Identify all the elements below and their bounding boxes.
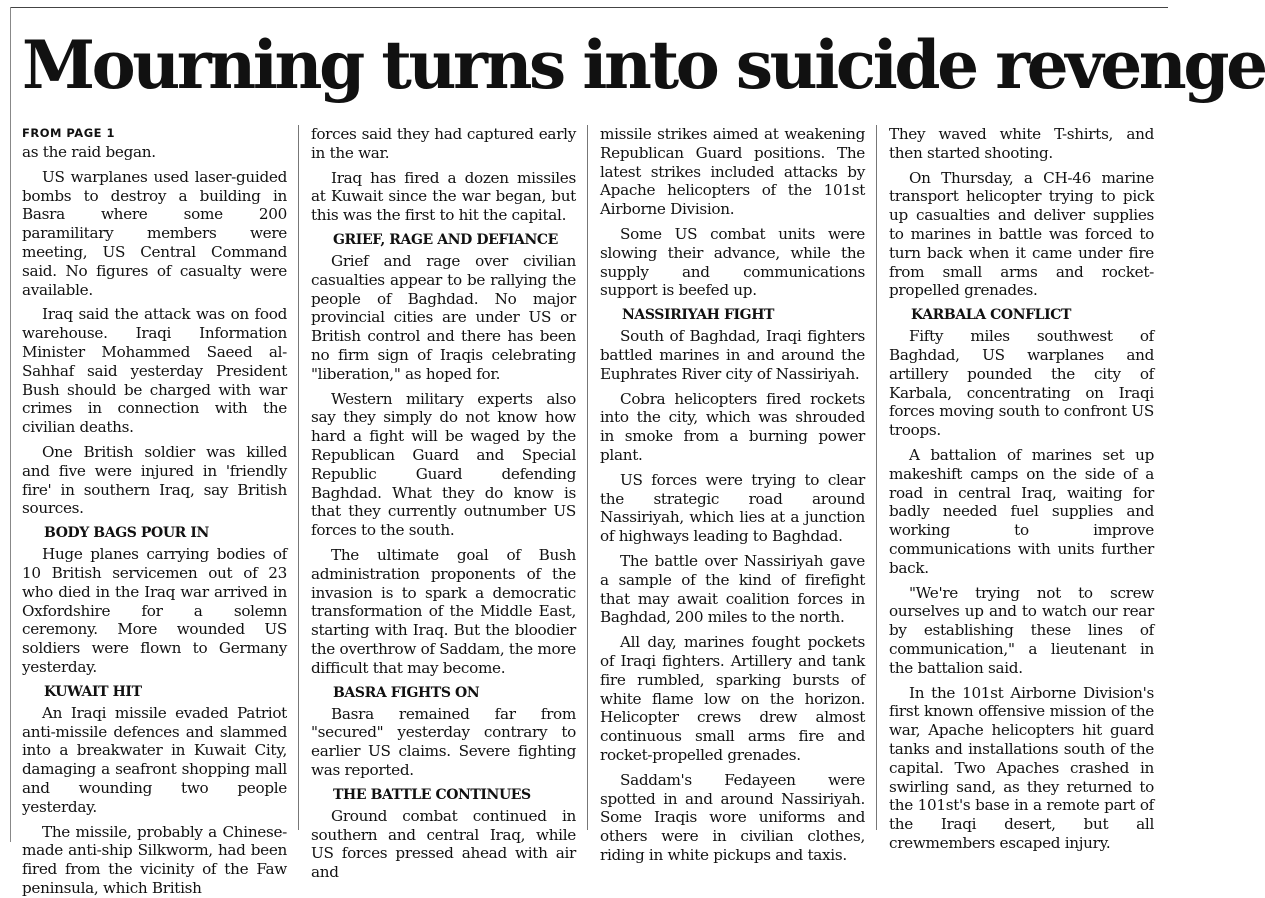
article-column-1 [22, 125, 287, 897]
paragraph: missile strikes aimed at weakening Republican Guard positions. The latest strikes included attacks by Apache helicopters of the 101st Airborne Division. [600, 125, 865, 219]
paragraph: US warplanes used laser-guided bombs to destroy a building in Basra where some 200 paramilitary members were meeting, US Central Command said. No figures of casualty were available. [22, 167, 287, 299]
paragraph: Western military experts also say they simply do not know how hard a fight will be waged by the Republican Guard and Special Republic Guard defending Baghdad. What they do know is that they currently outnumber US forces to the south. [311, 389, 576, 540]
paragraph: One British soldier was killed and five were injured in 'friendly fire' in southern Iraq, say British sources. [22, 442, 287, 518]
left-rule [10, 7, 11, 842]
column-divider [876, 125, 877, 830]
paragraph: Grief and rage over civilian casualties appear to be rallying the people of Baghdad. No major provincial cities are under US or British control and there has been no firm sign of Iraqis celebrating "liberation," as hoped for. [311, 251, 576, 383]
paragraph: All day, marines fought pockets of Iraqi fighters. Artillery and tank fire rumbled, sparking bursts of white flame low on the horizon. Helicopter crews drew almost continuous small arms fire and rocket-propelled grenades. [600, 633, 865, 764]
subheading: KARBALA CONFLICT [911, 307, 1072, 324]
paragraph: Saddam's Fedayeen were spotted in and around Nassiriyah. Some Iraqis wore uniforms and others were in civilian clothes, riding in white pickups and taxis. [600, 770, 865, 864]
paragraph: Iraq said the attack was on food warehouse. Iraqi Information Minister Mohammed Saeed al-Sahhaf said yesterday President Bush should be charged with war crimes in connection with the civilian deaths. [22, 305, 287, 437]
column-divider [298, 125, 299, 830]
paragraph: Ground combat continued in southern and central Iraq, while US forces pressed ahead with air and [311, 806, 576, 882]
paragraph: The ultimate goal of Bush administration proponents of the invasion is to spark a democratic transformation of the Middle East, starting with Iraq. But the bloodier the overthrow of Saddam, the more difficult that may become. [311, 545, 576, 677]
column-divider [587, 125, 588, 830]
paragraph: The missile, probably a Chinese-made anti-ship Silkworm, had been fired from the vicinity of the Faw peninsula, which British [22, 822, 287, 897]
top-rule [10, 7, 1168, 8]
article-column-2 [311, 125, 576, 882]
paragraph: The battle over Nassiriyah gave a sample of the kind of firefight that may await coalition forces in Baghdad, 200 miles to the north. [600, 551, 865, 627]
headline: Mourning turns into suicide revenge [22, 26, 1265, 104]
paragraph: as the raid began. [22, 143, 156, 161]
paragraph: A battalion of marines set up makeshift camps on the side of a road in central Iraq, waiting for badly needed fuel supplies and working to improve communications with units further back. [889, 445, 1154, 577]
paragraph: Iraq has fired a dozen missiles at Kuwait since the war began, but this was the first to hit the capital. [311, 168, 576, 225]
article-column-3 [600, 125, 865, 864]
paragraph: In the 101st Airborne Division's first known offensive mission of the war, Apache helicopters hit guard tanks and installations south of the capital. Two Apaches crashed in swirling sand, as they returned to the 101st's base in a remote part of the Iraqi desert, but all crewmembers escaped injury. [889, 683, 1154, 852]
subheading: BASRA FIGHTS ON [333, 684, 480, 701]
paragraph: "We're trying not to screw ourselves up and to watch our rear by establishing these lines of communication," a lieutenant in the battalion said. [889, 583, 1154, 677]
subheading: NASSIRIYAH FIGHT [622, 307, 775, 324]
subheading: KUWAIT HIT [44, 683, 142, 700]
paragraph: They waved white T-shirts, and then started shooting. [889, 125, 1154, 162]
subheading: GRIEF, RAGE AND DEFIANCE [333, 231, 558, 248]
paragraph: forces said they had captured early in the war. [311, 125, 576, 162]
paragraph: US forces were trying to clear the strategic road around Nassiriyah, which lies at a junction of highways leading to Baghdad. [600, 470, 865, 546]
article-column-4 [889, 125, 1154, 852]
paragraph: Some US combat units were slowing their advance, while the supply and communications support is beefed up. [600, 224, 865, 300]
paragraph: On Thursday, a CH-46 marine transport helicopter trying to pick up casualties and deliver supplies to marines in battle was forced to turn back when it came under fire from small arms and rocket-propelled grenades. [889, 168, 1154, 300]
subheading: THE BATTLE CONTINUES [333, 786, 531, 803]
subheading: BODY BAGS POUR IN [44, 525, 209, 542]
paragraph: South of Baghdad, Iraqi fighters battled marines in and around the Euphrates River city of Nassiriyah. [600, 327, 865, 383]
paragraph: Basra remained far from "secured" yesterday contrary to earlier US claims. Severe fighting was reported. [311, 704, 576, 779]
paragraph: Huge planes carrying bodies of 10 British servicemen out of 23 who died in the Iraq war arrived in Oxfordshire for a solemn ceremony. More wounded US soldiers were flown to Germany yesterday. [22, 545, 287, 676]
paragraph: Cobra helicopters fired rockets into the city, which was shrouded in smoke from a burning power plant. [600, 389, 865, 464]
from-page-kicker: FROM PAGE 1 [22, 126, 116, 140]
paragraph: Fifty miles southwest of Baghdad, US warplanes and artillery pounded the city of Karbala, concentrating on Iraqi forces moving south to confront US troops. [889, 327, 1154, 440]
paragraph: An Iraqi missile evaded Patriot anti-missile defences and slammed into a breakwater in Kuwait City, damaging a seafront shopping mall and wounding two people yesterday. [22, 703, 287, 816]
